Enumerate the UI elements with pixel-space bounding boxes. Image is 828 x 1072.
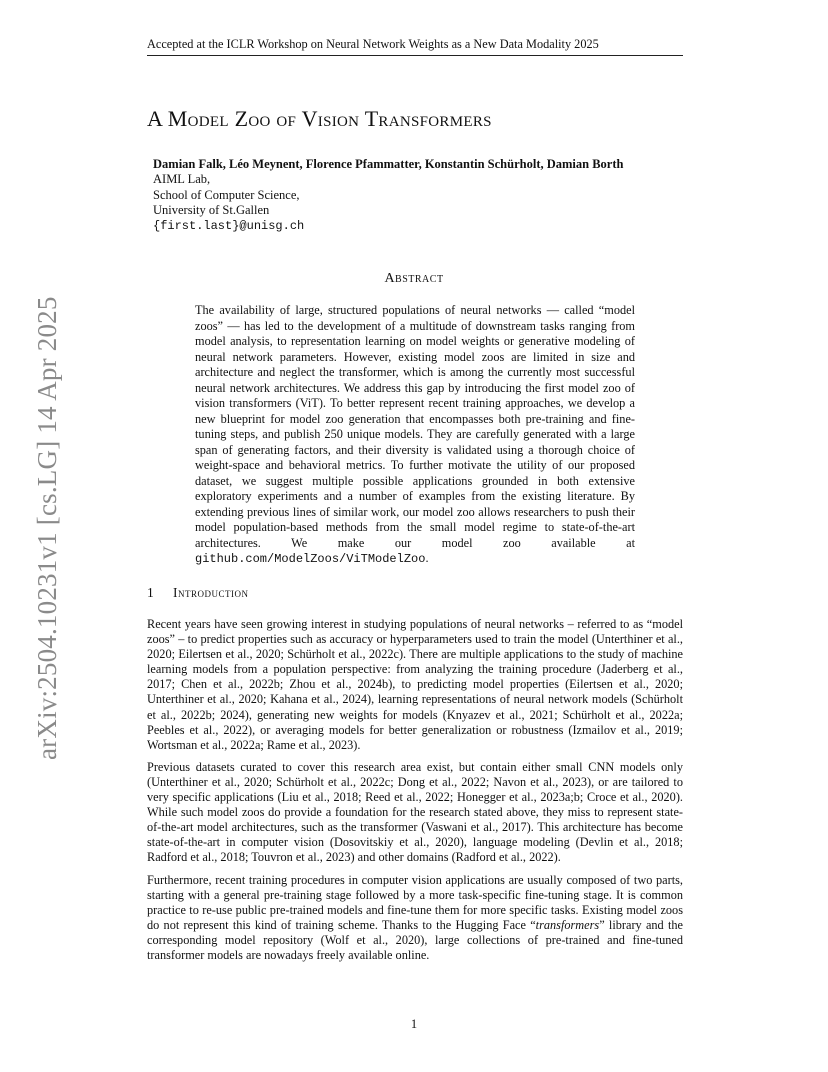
affiliation-line: School of Computer Science, — [153, 187, 300, 202]
section-number: 1 — [147, 585, 155, 600]
abstract-heading: Abstract — [384, 271, 444, 286]
arxiv-identifier-stamp: arXiv:2504.10231v1 [cs.LG] 14 Apr 2025 — [32, 296, 62, 760]
section-title: Introduction — [173, 585, 249, 600]
affiliation-block — [153, 172, 304, 234]
repository-link[interactable]: github.com/ModelZoos/ViTModelZoo — [195, 552, 426, 566]
paragraph-text: Furthermore, recent training procedures in computer vision applications are usually composed of two parts, starting with a general pre-training stage followed by a more task-specific fine-tuning stage. It is common practice to re-use public pre-trained models and fine-tune them for more specific tasks. Existing model zoos do not represent this kind of training scheme. Thanks to the Hugging Face “ — [147, 872, 683, 932]
paragraph — [147, 873, 683, 964]
library-name: transformers — [535, 917, 600, 932]
abstract-text: The availability of large, structured populations of neural networks — called “model zoos” — has led to the development of a multitude of downstream tasks ranging from model analysis, to representation learning on model weights or generative modeling of neural network parameters. However, existing model zoos are limited in size and architecture and neglect the transformer, which is among the currently most successful neural network architectures. We address this gap by introducing the first model zoo of vision transformers (ViT). To better represent recent training approaches, we develop a new blueprint for model zoo generation that encompasses both pre-training and fine-tuning steps, and publish 250 unique models. They are carefully generated with a large span of generating factors, and their diversity is validated using a thorough choice of weight-space and behavioral metrics. To further motivate the utility of our proposed dataset, we suggest multiple possible applications grounded in both extensive exploratory experiments and a number of examples from the existing literature. By extending previous lines of similar work, our model zoo allows researchers to push their model population-based methods from the small model regime to state-of-the-art architectures. We make our model zoo available at — [195, 303, 635, 550]
section-heading-introduction — [147, 585, 249, 601]
paragraph: Recent years have seen growing interest in studying populations of neural networks – referred to as “model zoos” – to predict properties such as accuracy or hyperparameters used to train the model (Unterthiner et al., 2020; Eilertsen et al., 2020; Schürholt et al., 2022c). There are multiple applications to the study of machine learning models from a population perspective: from analyzing the training procedure (Jaderberg et al., 2017; Chen et al., 2022b; Zhou et al., 2024b), to predicting model properties (Eilertsen et al., 2020; Unterthiner et al., 2020; Kahana et al., 2024), learning representations of neural network models (Schürholt et al., 2022b; 2024), generating new weights for models (Knyazev et al., 2021; Schürholt et al., 2022a; Peebles et al., 2022), or averaging models for better generalization or robustness (Izmailov et al., 2019; Wortsman et al., 2022a; Rame et al., 2023). — [147, 617, 683, 752]
running-header: Accepted at the ICLR Workshop on Neural Network Weights as a New Data Modality 2025 — [147, 36, 683, 56]
abstract-end: . — [425, 551, 429, 565]
paragraph-text: ” library and the corresponding model repository (Wolf et al., 2020), large collections of pre-trained and fine-tuned transformer models are nowadays freely available online. — [147, 917, 683, 962]
paragraph: Previous datasets curated to cover this research area exist, but contain either small CNN models only (Unterthiner et al., 2020; Schürholt et al., 2022c; Dong et al., 2022; Navon et al., 2023), or are tailored to very specific applications (Liu et al., 2018; Reed et al., 2022; Honegger et al., 2023a;b; Croce et al., 2020). While such model zoos do provide a foundation for the research stated above, they miss to represent state-of-the-art model architectures, such as the transformer (Vaswani et al., 2017). This architecture has become state-of-the-art in computer vision (Dosovitskiy et al., 2020), language modeling (Devlin et al., 2018; Radford et al., 2018; Touvron et al., 2023) and other domains (Radford et al., 2022). — [147, 759, 683, 865]
author-list: Damian Falk, Léo Meynent, Florence Pfammatter, Konstantin Schürholt, Damian Borth — [153, 157, 624, 171]
author-email: {first.last}@unisg.ch — [153, 218, 305, 233]
affiliation-line: University of St.Gallen — [153, 203, 270, 217]
page-number: 1 — [410, 1017, 418, 1031]
affiliation-line: AIML Lab, — [153, 172, 211, 186]
paper-title: A Model Zoo of Vision Transformers — [147, 106, 492, 131]
abstract-body — [195, 303, 635, 568]
introduction-body — [147, 617, 683, 970]
